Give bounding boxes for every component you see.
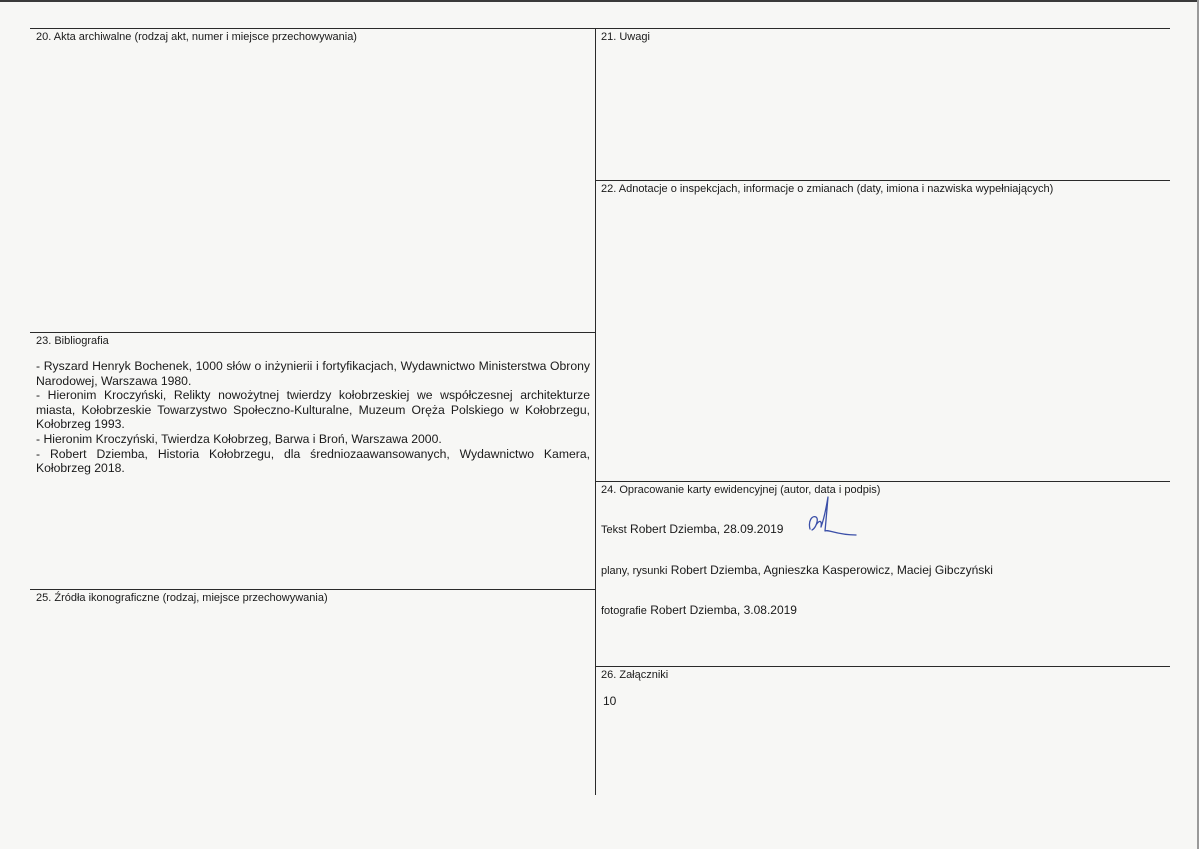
- plans-value: Robert Dziemba, Agnieszka Kasperowicz, Maciej Gibczyński: [670, 563, 993, 577]
- bibliography-entry: - Ryszard Henryk Bochenek, 1000 słów o inżynierii i fortyfikacjach, Wydawnictwo Ministerstwa Obrony Narodowej, Warszawa 1980.: [36, 359, 590, 388]
- page-top-edge: [0, 0, 1199, 2]
- field-20-label: 20. Akta archiwalne (rodzaj akt, numer i miejsce przechowywania): [36, 31, 357, 43]
- field-22-label: 22. Adnotacje o inspekcjach, informacje o zmianach (daty, imiona i nazwiska wypełniających): [601, 183, 1054, 195]
- column-divider: [595, 28, 596, 795]
- field-25-label: 25. Źródła ikonograficzne (rodzaj, miejsce przechowywania): [36, 592, 328, 604]
- bibliography-entry: - Hieronim Kroczyński, Twierdza Kołobrzeg, Barwa i Broń, Warszawa 2000.: [36, 431, 442, 446]
- text-author-value: Robert Dziemba, 28.09.2019: [630, 522, 784, 536]
- author-text-line: [601, 522, 783, 538]
- rule-24: [596, 481, 1170, 482]
- attachments-count: 10: [603, 694, 617, 708]
- photos-line: [601, 603, 797, 619]
- top-rule: [30, 28, 1170, 29]
- photos-value: Robert Dziemba, 3.08.2019: [650, 603, 797, 617]
- field-21-label: 21. Uwagi: [601, 31, 650, 43]
- rule-23: [30, 332, 595, 333]
- field-26-label: 26. Załączniki: [601, 669, 669, 681]
- text-prefix: Tekst: [601, 524, 627, 536]
- signature-image: [806, 495, 862, 543]
- bibliography-entry: - Hieronim Kroczyński, Relikty nowożytnej twierdzy kołobrzeskiej we współczesnej architekturze miasta, Kołobrzeskie Towarzystwo Społeczno-Kulturalne, Muzeum Oręża Polskiego w Kołobrzegu, Kołobrzeg 1993.: [36, 388, 590, 432]
- rule-26: [596, 666, 1170, 667]
- bibliography-entry: - Robert Dziemba, Historia Kołobrzegu, dla średniozaawansowanych, Wydawnictwo Kamera, Kołobrzeg 2018.: [36, 446, 590, 476]
- bibliography-list: [36, 359, 590, 476]
- plans-prefix: plany, rysunki: [601, 565, 668, 577]
- rule-25: [30, 589, 595, 590]
- field-24-label: 24. Opracowanie karty ewidencyjnej (autor, data i podpis): [601, 484, 881, 496]
- photos-prefix: fotografie: [601, 605, 647, 617]
- plans-line: [601, 563, 993, 579]
- field-23-label: 23. Bibliografia: [36, 335, 109, 347]
- rule-22: [596, 180, 1170, 181]
